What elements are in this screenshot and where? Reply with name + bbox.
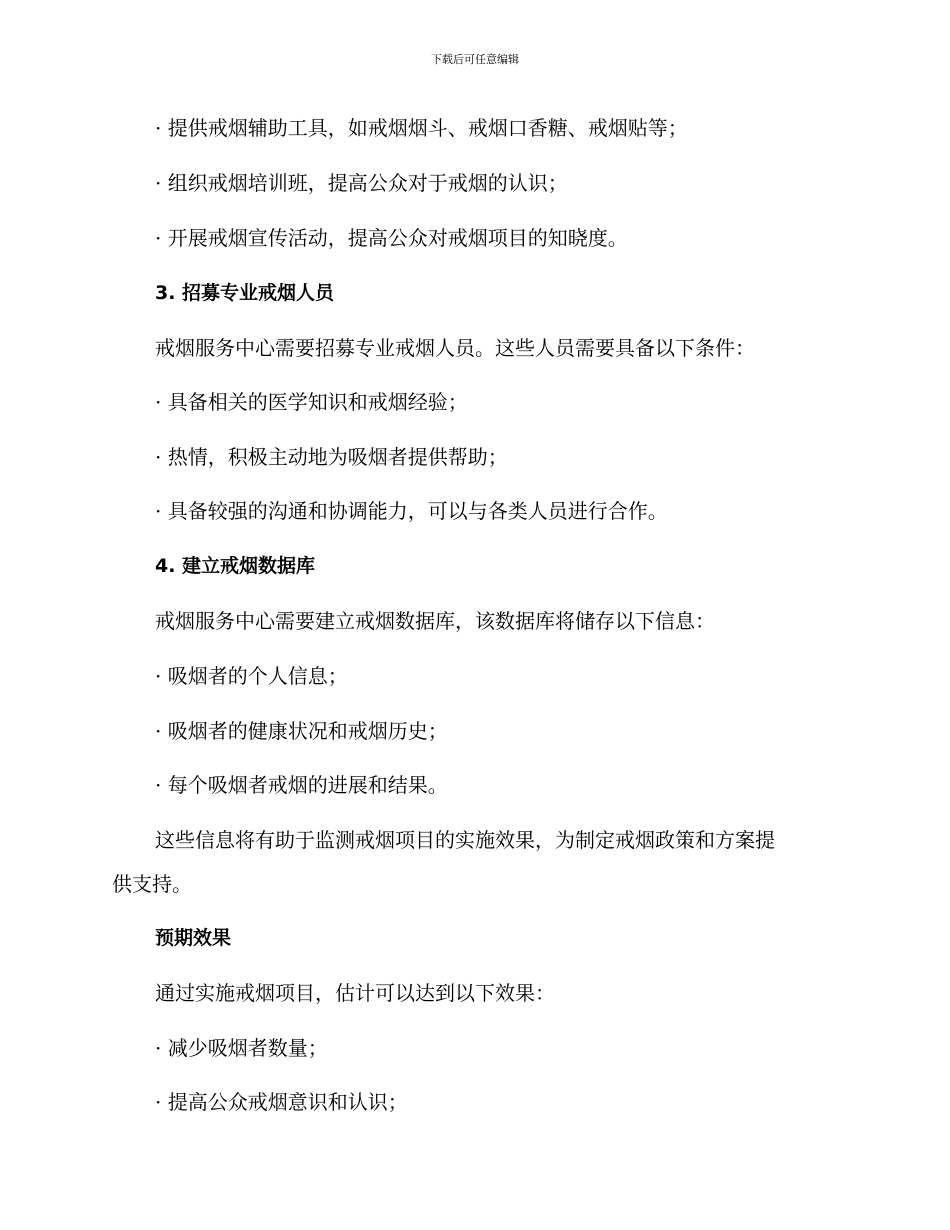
section-heading: 3. 招募专业戒烟人员 (155, 282, 335, 304)
list-item: · 减少吸烟者数量； (155, 1036, 328, 1060)
list-item: · 具备相关的医学知识和戒烟经验； (155, 390, 468, 414)
paragraph: 这些信息将有助于监测戒烟项目的实施效果，为制定戒烟政策和方案提 (155, 828, 775, 852)
paragraph: 通过实施戒烟项目，估计可以达到以下效果： (155, 981, 555, 1005)
paragraph: 戒烟服务中心需要建立戒烟数据库，该数据库将储存以下信息： (155, 609, 715, 633)
list-item: · 提供戒烟辅助工具，如戒烟烟斗、戒烟口香糖、戒烟贴等； (155, 116, 688, 140)
page-header: 下载后可任意编辑 (431, 53, 519, 66)
paragraph: 戒烟服务中心需要招募专业戒烟人员。这些人员需要具备以下条件： (155, 336, 755, 360)
list-item: · 具备较强的沟通和协调能力，可以与各类人员进行合作。 (155, 499, 668, 523)
list-item: · 吸烟者的健康状况和戒烟历史； (155, 719, 448, 743)
list-item: · 吸烟者的个人信息； (155, 664, 348, 688)
list-item: · 提高公众戒烟意识和认识； (155, 1090, 408, 1114)
list-item: · 开展戒烟宣传活动，提高公众对戒烟项目的知晓度。 (155, 226, 628, 250)
section-heading: 4. 建立戒烟数据库 (155, 555, 316, 577)
list-item: · 每个吸烟者戒烟的进展和结果。 (155, 773, 448, 797)
section-heading: 预期效果 (155, 927, 232, 949)
list-item: · 热情，积极主动地为吸烟者提供帮助； (155, 445, 508, 469)
paragraph-continuation: 供支持。 (112, 872, 192, 896)
list-item: · 组织戒烟培训班，提高公众对于戒烟的认识； (155, 171, 568, 195)
